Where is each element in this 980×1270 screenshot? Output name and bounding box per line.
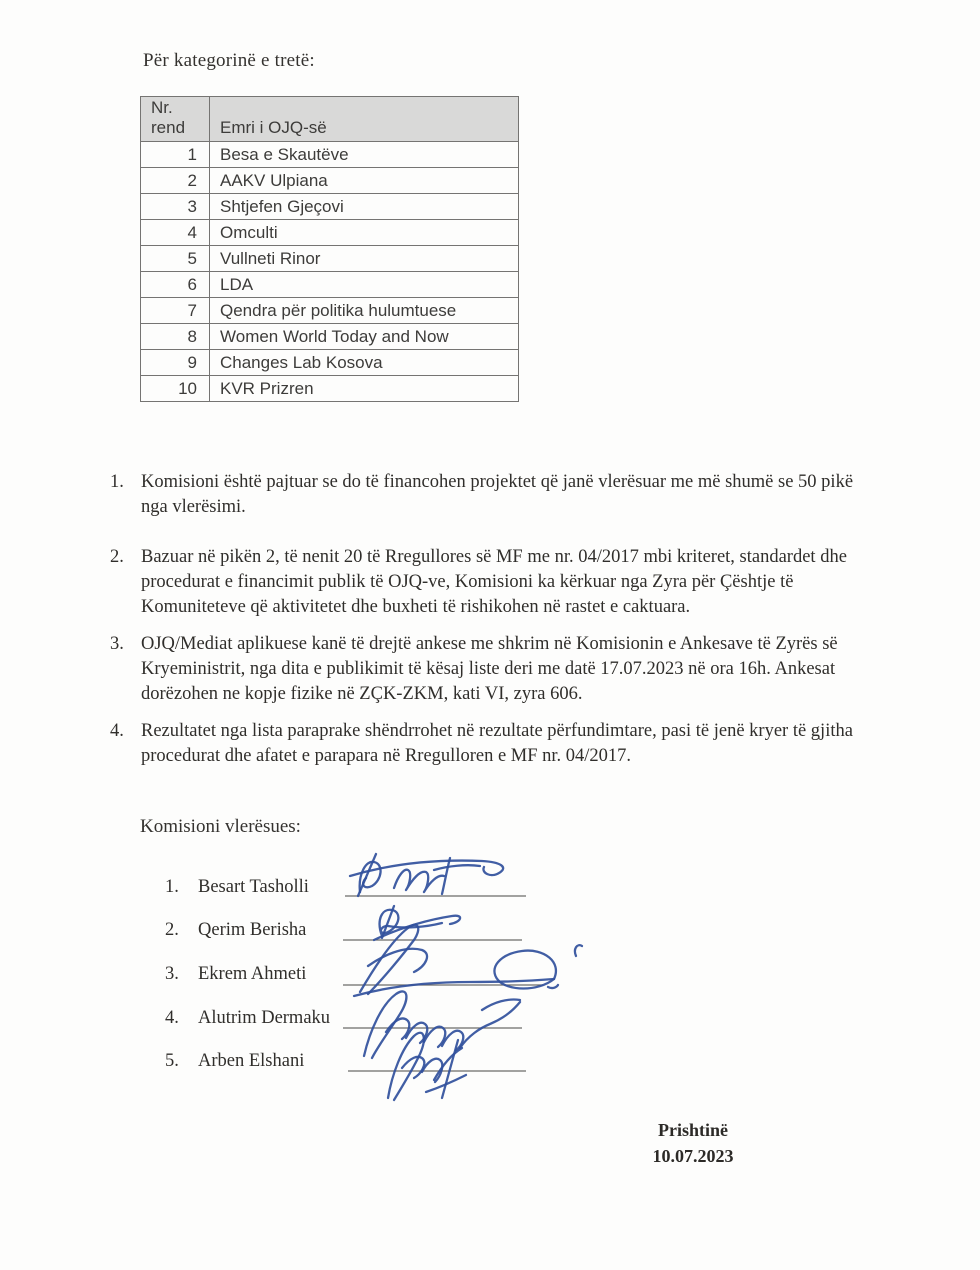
cell-nr: 4 (141, 220, 210, 246)
item-number: 2. (110, 547, 124, 567)
committee-member-3 (165, 964, 306, 985)
committee-heading: Komisioni vlerësues: (140, 816, 301, 837)
header-cell-name: Emri i OJQ-së (210, 97, 519, 142)
cell-nr: 9 (141, 350, 210, 376)
signature-alutrim-dermaku (364, 991, 520, 1058)
signature-qerim-berisha (374, 906, 460, 940)
footer-place-date (612, 1117, 774, 1169)
cell-nr: 7 (141, 298, 210, 324)
cell-nr: 3 (141, 194, 210, 220)
committee-member-2 (165, 920, 306, 941)
cell-name: Women World Today and Now (210, 324, 519, 350)
section-title: Për kategorinë e tretë: (143, 50, 315, 71)
cell-nr: 10 (141, 376, 210, 402)
cell-name: Vullneti Rinor (210, 246, 519, 272)
member-number: 4. (165, 1008, 179, 1028)
cell-name: Qendra për politika hulumtuese (210, 298, 519, 324)
member-name: Besart Tasholli (198, 877, 309, 897)
cell-nr: 2 (141, 168, 210, 194)
header-cell-nr (141, 97, 210, 142)
member-name: Arben Elshani (198, 1051, 305, 1071)
stray-pen-mark (575, 945, 582, 956)
signature-besart-tasholli (350, 854, 503, 896)
cell-name: Changes Lab Kosova (210, 350, 519, 376)
signature-arben-elshani (388, 1033, 466, 1100)
member-name: Qerim Berisha (198, 920, 307, 940)
table-row (141, 350, 519, 376)
cell-name: Omculti (210, 220, 519, 246)
signature-ekrem-ahmeti (354, 925, 558, 996)
committee-member-1 (165, 877, 309, 898)
decision-item-3 (110, 632, 874, 707)
item-number: 4. (110, 721, 124, 741)
table-row (141, 220, 519, 246)
member-number: 2. (165, 920, 179, 940)
cell-nr: 5 (141, 246, 210, 272)
item-text: Rezultatet nga lista paraprake shëndrrohet në rezultate përfundimtare, pasi të jenë kryer të gjitha procedurat dhe afatet e parapara në Rregulloren e MF nr. 04/2017. (141, 721, 853, 766)
cell-name: Besa e Skautëve (210, 142, 519, 168)
table-row (141, 376, 519, 402)
committee-member-4 (165, 1008, 330, 1029)
cell-name: KVR Prizren (210, 376, 519, 402)
footer-date: 10.07.2023 (652, 1146, 734, 1166)
member-name: Ekrem Ahmeti (198, 964, 307, 984)
table-row (141, 272, 519, 298)
table-header-row (141, 97, 519, 142)
table-row (141, 194, 519, 220)
member-name: Alutrim Dermaku (198, 1008, 331, 1028)
signatures-overlay (330, 840, 650, 1110)
item-number: 1. (110, 472, 124, 492)
cell-name: LDA (210, 272, 519, 298)
decision-item-2 (110, 545, 874, 620)
cell-name: Shtjefen Gjeçovi (210, 194, 519, 220)
header-nr-line2: rend (151, 118, 186, 137)
item-text: Bazuar në pikën 2, të nenit 20 të Rregullores së MF me nr. 04/2017 mbi kriteret, standardet dhe procedurat e financimit publik të OJQ-ve, Komisioni ka kërkuar nga Zyra për Çështje të Komuniteteve që aktivitetet dhe buxheti të rishikohen në rastet e caktuara. (141, 547, 847, 617)
member-number: 1. (165, 877, 179, 897)
cell-nr: 6 (141, 272, 210, 298)
item-text: Komisioni është pajtuar se do të financohen projektet që janë vlerësuar me më shumë se 50 pikë nga vlerësimi. (141, 472, 854, 517)
ojq-table (140, 96, 519, 402)
header-nr-line1: Nr. (151, 98, 173, 117)
table-row (141, 298, 519, 324)
footer-place: Prishtinë (658, 1120, 728, 1140)
member-number: 3. (165, 964, 179, 984)
table-row (141, 142, 519, 168)
table-row (141, 246, 519, 272)
member-number: 5. (165, 1051, 179, 1071)
committee-member-5 (165, 1051, 304, 1072)
cell-nr: 8 (141, 324, 210, 350)
cell-nr: 1 (141, 142, 210, 168)
decision-item-4 (110, 719, 874, 769)
table-row (141, 168, 519, 194)
table-row (141, 324, 519, 350)
decision-item-1 (110, 470, 874, 520)
cell-name: AAKV Ulpiana (210, 168, 519, 194)
item-number: 3. (110, 634, 124, 654)
item-text: OJQ/Mediat aplikuese kanë të drejtë ankese me shkrim në Komisionin e Ankesave të Zyrës së Kryeministrit, nga dita e publikimit të kësaj liste deri me datë 17.07.2023 në ora 16h. Ankesat dorëzohen ne kopje fizike në ZÇK-ZKM, kati VI, zyra 606. (141, 634, 838, 704)
